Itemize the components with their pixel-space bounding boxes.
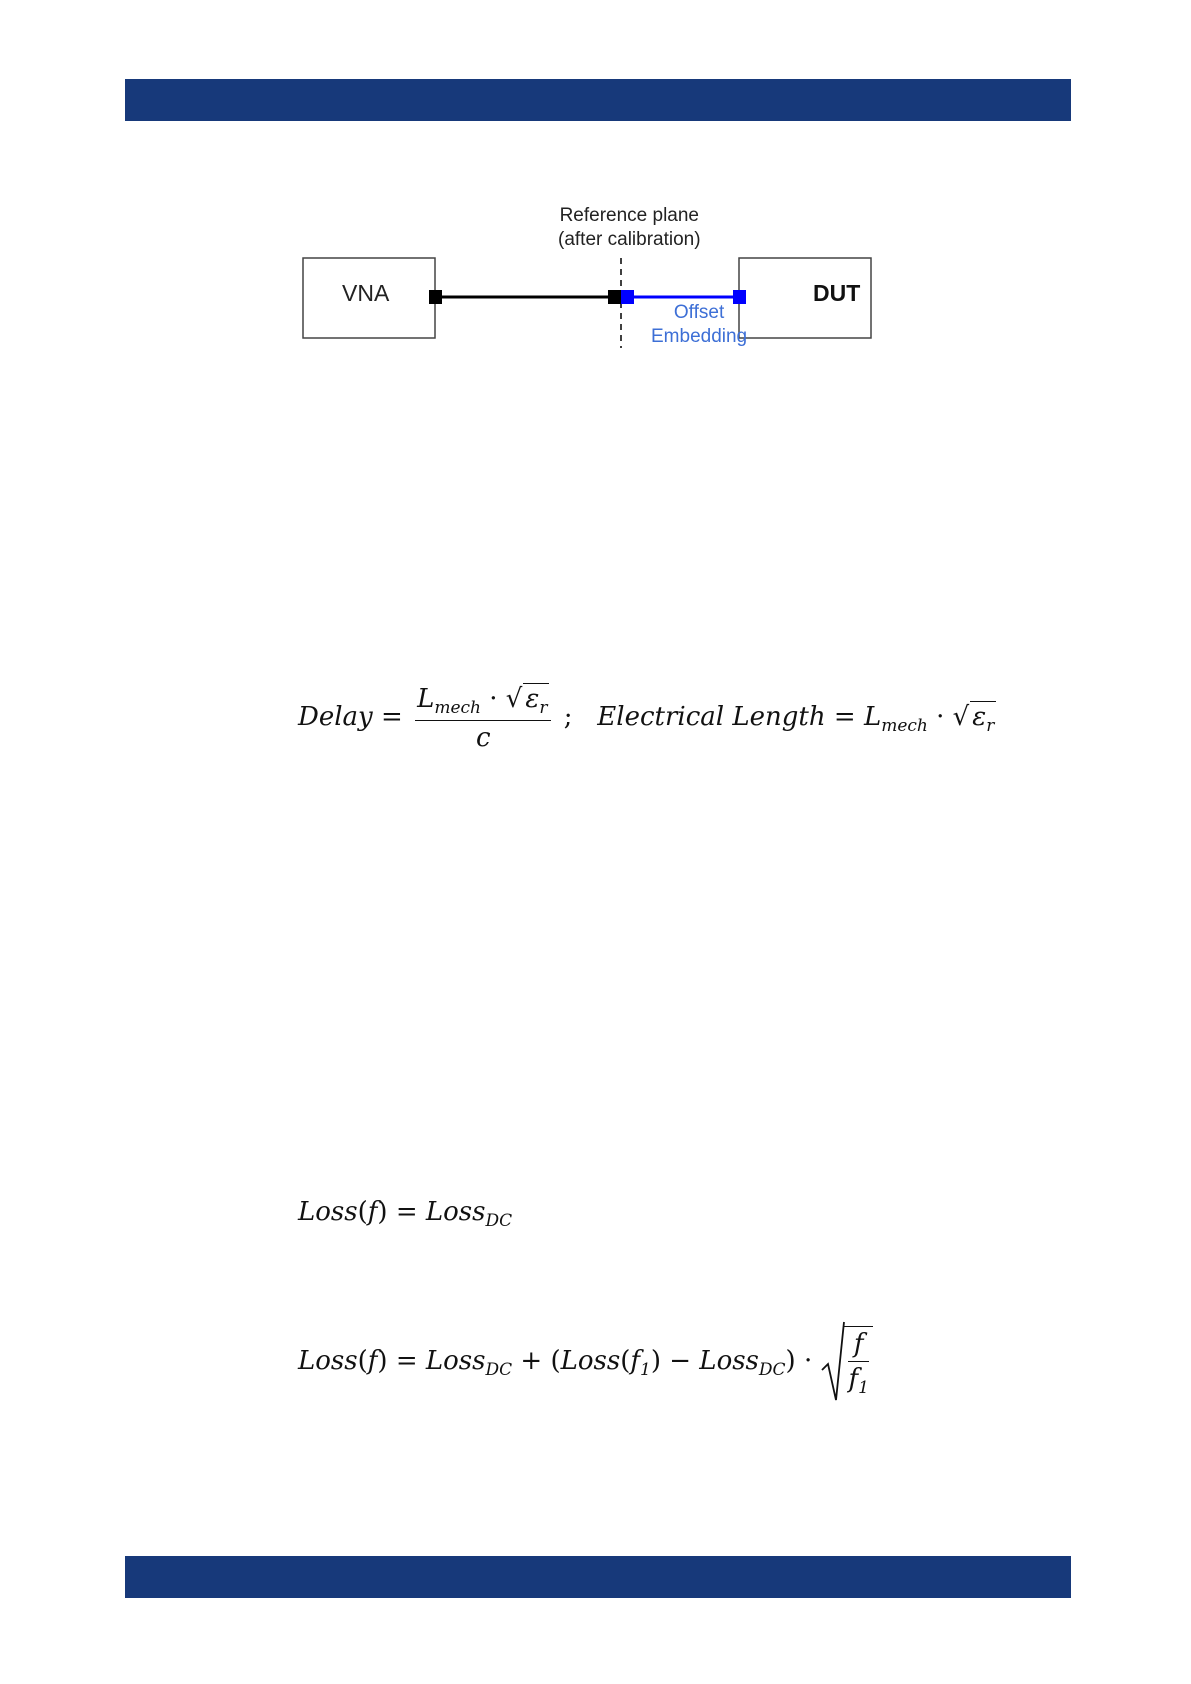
delay-equation: Delay = $\frac{L_{mech} \cdot √ \varepsilon_r}{c}$ ; Electrical Length = $L_{mech}$ · √ $\varepsilon_r$ (298, 684, 995, 753)
offset-start-port (621, 290, 634, 304)
vna-label: VNA (342, 280, 390, 306)
dut-label: DUT (813, 280, 861, 306)
radical-sign (820, 1320, 846, 1404)
electrical-length-term: Electrical Length (597, 702, 826, 732)
loss-dc-equation: Loss(f) = Loss$_{DC}$ (298, 1197, 513, 1231)
loss-frequency-equation: Loss(f) = Loss$_{DC}$ + ($Loss(f_1)$ − Loss$_{DC}$) · $\frac{f}{f_1}$ (298, 1320, 877, 1404)
offset-label-line2: Embedding (651, 326, 748, 347)
reference-plane-line2: (after calibration) (558, 229, 701, 250)
reference-plane-line1: Reference plane (559, 205, 699, 226)
offset-label-line1: Offset (673, 302, 725, 323)
delay-term: Delay (298, 702, 373, 732)
offset-embedding-label (651, 301, 747, 349)
delay-fraction: $\frac{L_{mech} \cdot √ \varepsilon_r}{c}$ (415, 683, 551, 753)
vna-port (429, 290, 442, 304)
offset-embedding-diagram (290, 200, 920, 360)
reference-plane-label (558, 204, 701, 252)
header-band (125, 79, 1071, 121)
footer-band (125, 1556, 1071, 1598)
square-root: $\frac{f}{f_1}$ (820, 1320, 876, 1404)
cable-end-port (608, 290, 621, 304)
